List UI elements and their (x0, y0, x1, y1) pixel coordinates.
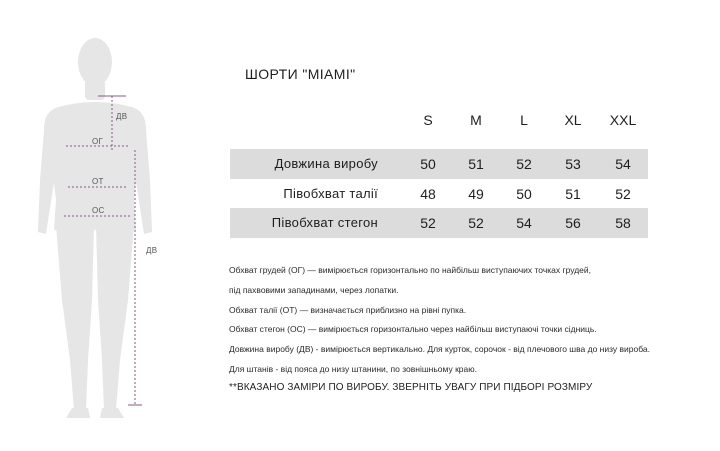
size-xl: XL (564, 112, 582, 128)
table-row-length (230, 149, 648, 179)
cell-value: 54 (516, 215, 532, 231)
note-hips: Обхват стегон (ОС) — вимірюється горизонтально через найбільш виступаючі точки сідниць. (229, 324, 597, 334)
label-os: ОС (92, 206, 105, 215)
label-og: ОГ (92, 137, 104, 146)
cell-value: 49 (468, 186, 484, 202)
cell-value: 56 (565, 215, 581, 231)
warning-note: **ВКАЗАНО ЗАМІРИ ПО ВИРОБУ. ЗВЕРНІТЬ УВАГУ ПРИ ПІДБОРІ РОЗМІРУ (229, 382, 593, 393)
note-length: Довжина виробу (ДВ) - вимірюється вертикально. Для курток, сорочок - від плечового шва до низу вироба. (229, 344, 651, 354)
table-row-waist (230, 179, 648, 209)
cell-value: 52 (516, 156, 532, 172)
row-label: Півобхват талії (283, 186, 378, 201)
cell-value: 54 (615, 156, 631, 172)
cell-value: 58 (615, 215, 631, 231)
cell-value: 51 (565, 186, 581, 202)
note-chest-cont: під пахвовими западинами, через лопатки. (229, 285, 399, 295)
size-header-row (0, 112, 720, 132)
label-dv-lower: ДВ (146, 246, 158, 255)
row-label: Довжина виробу (274, 156, 378, 171)
note-chest: Обхват грудей (ОГ) — вимірюється горизонтально по найбільш виступаючих точках грудей, (229, 265, 592, 275)
label-dv-upper: ДВ (116, 112, 128, 121)
size-s: S (423, 112, 433, 128)
cell-value: 52 (420, 215, 436, 231)
cell-value: 48 (420, 186, 436, 202)
row-label: Півобхват стегон (271, 215, 378, 230)
size-l: L (520, 112, 528, 128)
cell-value: 50 (516, 186, 532, 202)
cell-value: 52 (615, 186, 631, 202)
note-waist: Обхват талії (ОТ) — визначається приблизно на рівні пупка. (229, 305, 467, 315)
product-title: ШОРТИ "MIAMI" (245, 66, 356, 82)
cell-value: 53 (565, 156, 581, 172)
cell-value: 51 (468, 156, 484, 172)
label-ot: ОТ (92, 177, 104, 186)
cell-value: 52 (468, 215, 484, 231)
note-pants: Для штанів - від пояса до низу штанини, по зовнішньому краю. (229, 364, 477, 374)
cell-value: 50 (420, 156, 436, 172)
body-measurement-figure (0, 0, 200, 446)
size-m: M (470, 112, 482, 128)
body-silhouette (0, 0, 200, 446)
table-row-hips (230, 208, 648, 238)
size-xxl: XXL (609, 112, 637, 128)
